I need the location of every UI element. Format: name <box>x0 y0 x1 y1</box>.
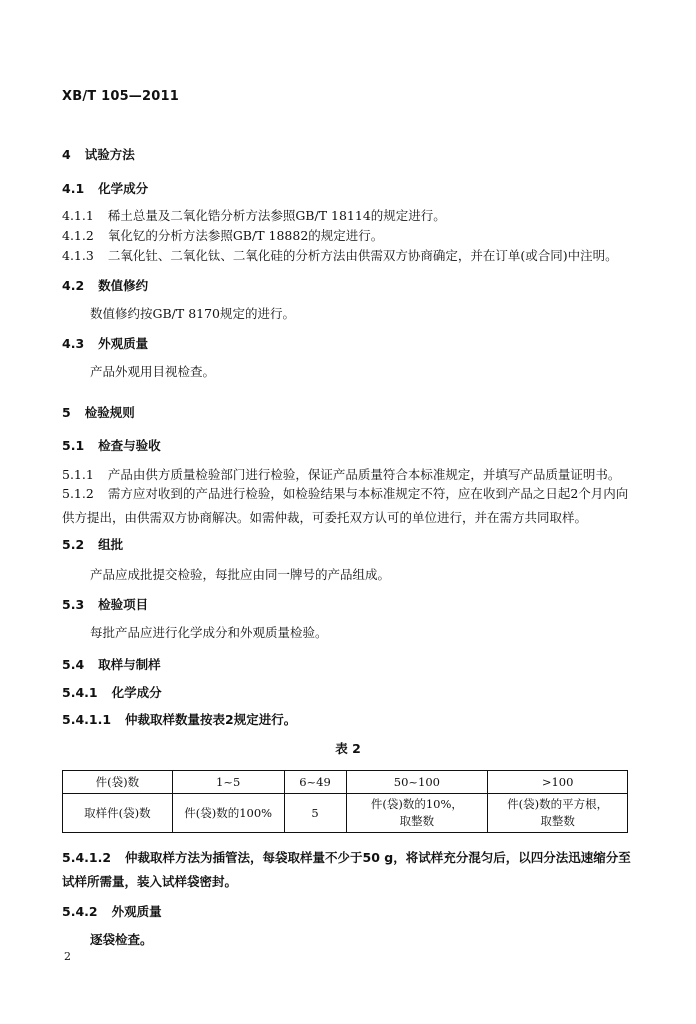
section-4-3-heading <box>62 334 148 352</box>
section-5-4-2-body: 逐袋检查。 <box>90 932 153 947</box>
clause-5-4-1-1 <box>62 710 296 728</box>
clause-text: 产品由供方质量检验部门进行检验，保证产品质量符合本标准规定，并填写产品质量证明书。 <box>107 467 621 482</box>
clause-text: 稀土总量及二氧化锆分析方法参照GB/T 18114的规定进行。 <box>107 208 446 223</box>
clause-4-1-1 <box>62 206 446 224</box>
section-title: 检验项目 <box>98 597 149 612</box>
table-caption: 表 2 <box>335 741 361 756</box>
section-4-1-heading <box>62 179 148 197</box>
section-5-2-body: 产品应成批提交检验，每批应由同一牌号的产品组成。 <box>90 567 391 582</box>
section-number: 5 <box>62 405 71 420</box>
section-number: 4.2 <box>62 278 85 293</box>
section-title: 试验方法 <box>84 147 135 162</box>
section-4-3-body: 产品外观用目视检查。 <box>90 364 216 379</box>
section-4-2-body: 数值修约按GB/T 8170规定的进行。 <box>90 306 296 321</box>
clause-4-1-2 <box>62 226 383 244</box>
clause-text: 仲裁取样方法为插管法，每袋取样量不少于50 g，将试样充分混匀后，以四分法迅速缩分至试样所需量，装入试样袋密封。 <box>62 850 631 889</box>
cell-line: 取整数 <box>540 814 575 828</box>
section-number: 5.4.1 <box>62 685 98 700</box>
table-cell <box>346 794 488 833</box>
section-title: 数值修约 <box>98 278 149 293</box>
section-4-2-heading <box>62 276 148 294</box>
cell-line: 件(袋)数的平方根， <box>507 797 609 811</box>
section-title: 检验规则 <box>84 405 135 420</box>
section-number: 4 <box>62 147 71 162</box>
section-number: 5.2 <box>62 537 85 552</box>
clause-number: 5.4.1.2 <box>62 850 112 865</box>
table-cell: 件(袋)数 <box>63 771 173 794</box>
cell-line: 件(袋)数的10%， <box>370 797 463 811</box>
section-title: 检查与验收 <box>98 438 161 453</box>
table-cell: 取样件(袋)数 <box>63 794 173 833</box>
table-cell <box>488 794 628 833</box>
clause-number: 5.4.1.1 <box>62 712 112 727</box>
clause-number: 5.1.2 <box>62 486 94 501</box>
section-number: 5.3 <box>62 597 85 612</box>
clause-5-4-1-2 <box>62 846 640 894</box>
table-cell: 5 <box>284 794 346 833</box>
clause-number: 5.1.1 <box>62 467 94 482</box>
section-title: 组批 <box>98 537 124 552</box>
clause-text: 氧化钇的分析方法参照GB/T 18882的规定进行。 <box>107 228 384 243</box>
table-cell: >100 <box>488 771 628 794</box>
clause-number: 4.1.3 <box>62 248 94 263</box>
table-cell: 1~5 <box>172 771 284 794</box>
table-row <box>63 771 628 794</box>
clause-text: 二氧化钍、二氧化钛、二氧化硅的分析方法由供需双方协商确定，并在订单(或合同)中注明。 <box>107 248 618 263</box>
section-5-4-heading <box>62 655 161 673</box>
clause-number: 4.1.1 <box>62 208 94 223</box>
section-number: 5.4.2 <box>62 904 98 919</box>
clause-text: 仲裁取样数量按表2规定进行。 <box>125 712 297 727</box>
sampling-table <box>62 770 628 833</box>
section-title: 化学成分 <box>98 181 149 196</box>
cell-line: 取整数 <box>399 814 435 828</box>
table-row <box>63 794 628 833</box>
section-title: 外观质量 <box>98 336 149 351</box>
section-5-3-body: 每批产品应进行化学成分和外观质量检验。 <box>90 625 328 640</box>
clause-5-1-1 <box>62 465 620 483</box>
document-header: XB/T 105—2011 <box>62 89 179 104</box>
table-cell: 件(袋)数的100% <box>172 794 284 833</box>
section-number: 4.3 <box>62 336 85 351</box>
section-number: 5.1 <box>62 438 85 453</box>
clause-number: 4.1.2 <box>62 228 94 243</box>
section-5-1-heading <box>62 436 161 454</box>
section-number: 5.4 <box>62 657 85 672</box>
section-title: 化学成分 <box>111 685 162 700</box>
section-4-heading <box>62 145 135 163</box>
section-title: 取样与制样 <box>98 657 161 672</box>
section-5-2-heading <box>62 535 123 553</box>
section-5-4-2-heading <box>62 902 162 920</box>
section-number: 4.1 <box>62 181 85 196</box>
table-cell: 6~49 <box>284 771 346 794</box>
section-5-4-1-heading <box>62 683 162 701</box>
table-cell: 50~100 <box>346 771 488 794</box>
page-number: 2 <box>64 950 71 963</box>
clause-text: 需方应对收到的产品进行检验，如检验结果与本标准规定不符，应在收到产品之日起2个月内向供方提出，由供需双方协商解决。如需仲裁，可委托双方认可的单位进行，并在需方共同取样。 <box>62 486 629 525</box>
section-title: 外观质量 <box>111 904 162 919</box>
clause-4-1-3 <box>62 246 618 264</box>
section-5-3-heading <box>62 595 148 613</box>
clause-5-1-2 <box>62 482 640 530</box>
section-5-heading <box>62 403 135 421</box>
